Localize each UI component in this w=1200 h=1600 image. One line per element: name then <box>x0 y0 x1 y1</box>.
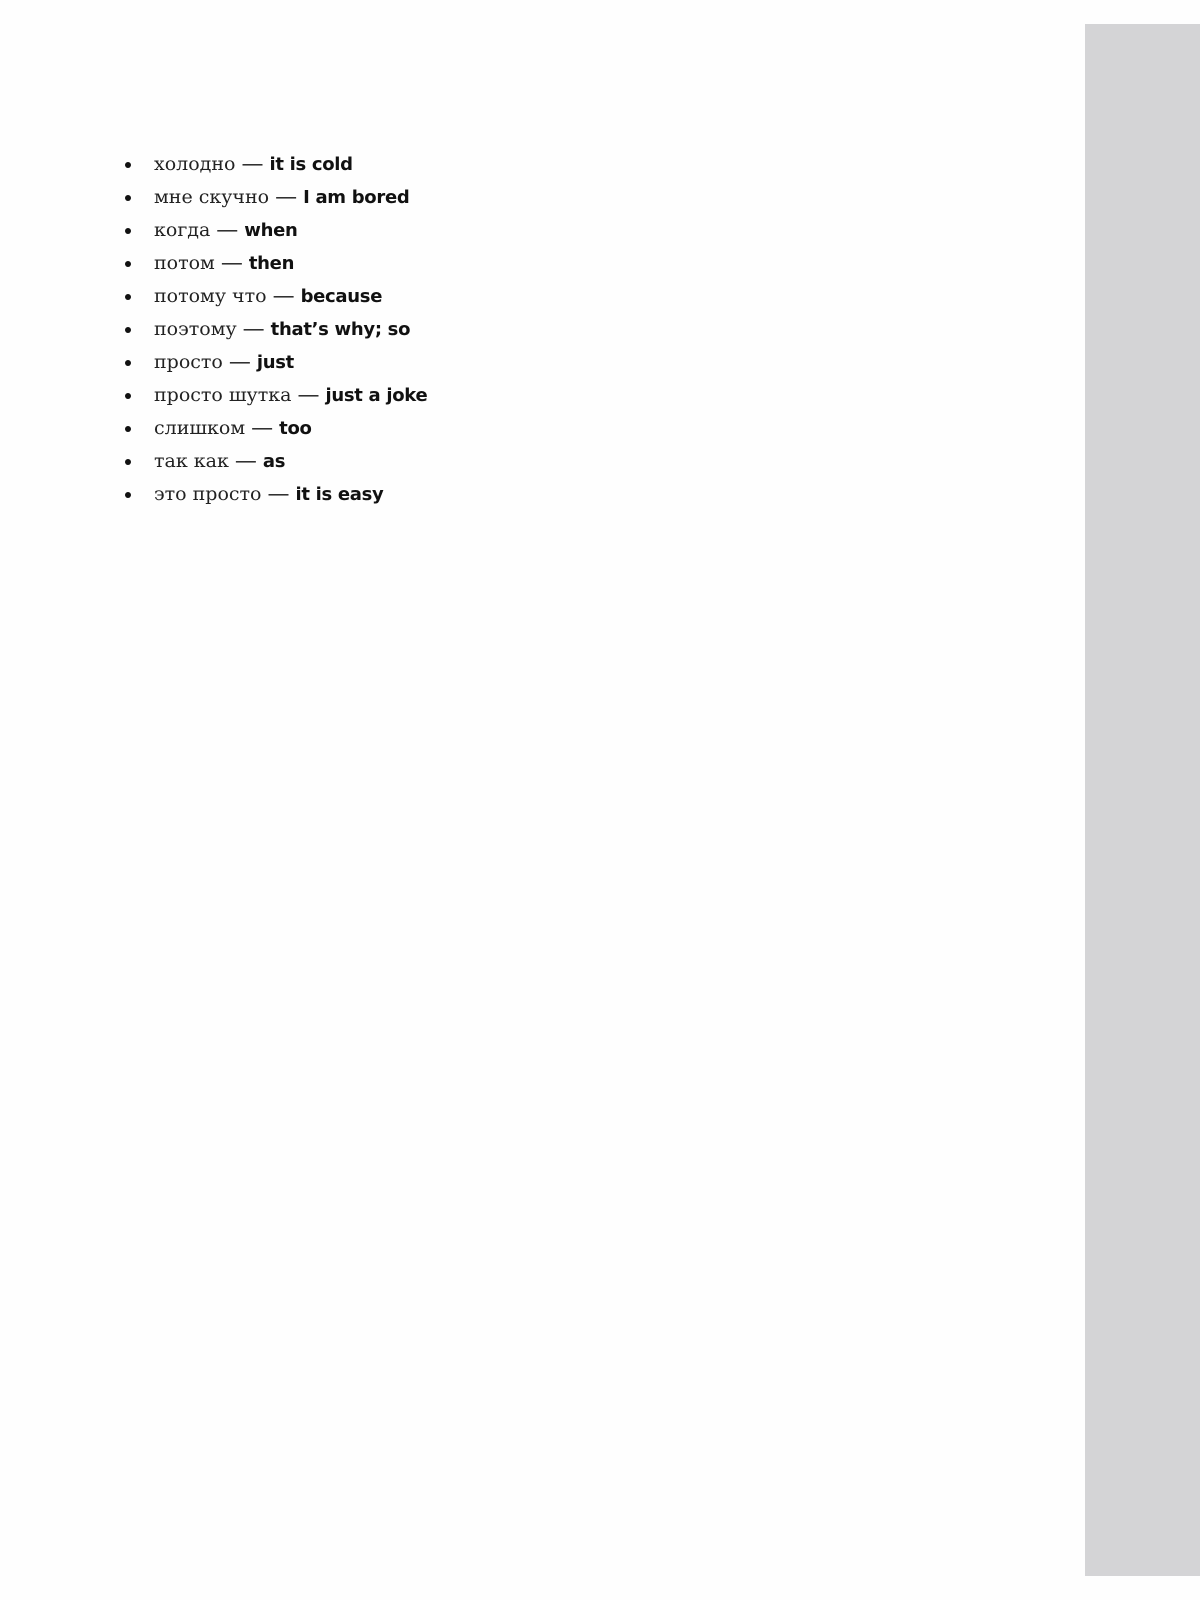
english-translation: too <box>279 418 312 439</box>
english-translation: that’s why; so <box>270 319 411 340</box>
russian-term: потом <box>154 252 215 274</box>
bullet-icon <box>125 162 131 168</box>
side-margin-panel <box>1085 24 1200 1576</box>
russian-term: холодно <box>154 153 236 175</box>
em-dash: — <box>221 252 242 274</box>
english-translation: when <box>244 220 298 241</box>
bullet-icon <box>125 228 131 234</box>
em-dash: — <box>298 384 319 406</box>
em-dash: — <box>276 186 297 208</box>
em-dash: — <box>217 219 238 241</box>
english-translation: just <box>256 352 294 373</box>
list-item <box>120 346 427 379</box>
list-item <box>120 181 427 214</box>
list-item <box>120 445 427 478</box>
list-item <box>120 478 427 511</box>
russian-term: это просто <box>154 483 262 505</box>
english-translation: then <box>248 253 295 274</box>
list-item <box>120 379 427 412</box>
bullet-icon <box>125 195 131 201</box>
russian-term: просто шутка <box>154 384 292 406</box>
list-item <box>120 247 427 280</box>
em-dash: — <box>242 153 263 175</box>
russian-term: мне скучно <box>154 186 270 208</box>
english-translation: as <box>262 451 286 472</box>
bullet-icon <box>125 294 131 300</box>
list-item <box>120 313 427 346</box>
bullet-icon <box>125 492 131 498</box>
english-translation: it is easy <box>295 484 384 505</box>
em-dash: — <box>273 285 294 307</box>
russian-term: просто <box>154 351 223 373</box>
russian-term: когда <box>154 219 211 241</box>
list-item <box>120 214 427 247</box>
list-item <box>120 280 427 313</box>
em-dash: — <box>243 318 264 340</box>
list-item <box>120 148 427 181</box>
bullet-icon <box>125 426 131 432</box>
russian-term: поэтому <box>154 318 237 340</box>
bullet-icon <box>125 459 131 465</box>
english-translation: I am bored <box>303 187 410 208</box>
em-dash: — <box>268 483 289 505</box>
bullet-icon <box>125 261 131 267</box>
english-translation: just a joke <box>325 385 428 406</box>
russian-term: так как <box>154 450 229 472</box>
bullet-icon <box>125 393 131 399</box>
russian-term: слишком <box>154 417 246 439</box>
em-dash: — <box>252 417 273 439</box>
vocabulary-list <box>120 148 427 511</box>
bullet-icon <box>125 360 131 366</box>
english-translation: it is cold <box>269 154 353 175</box>
em-dash: — <box>229 351 250 373</box>
russian-term: потому что <box>154 285 267 307</box>
em-dash: — <box>235 450 256 472</box>
bullet-icon <box>125 327 131 333</box>
english-translation: because <box>300 286 383 307</box>
list-item <box>120 412 427 445</box>
